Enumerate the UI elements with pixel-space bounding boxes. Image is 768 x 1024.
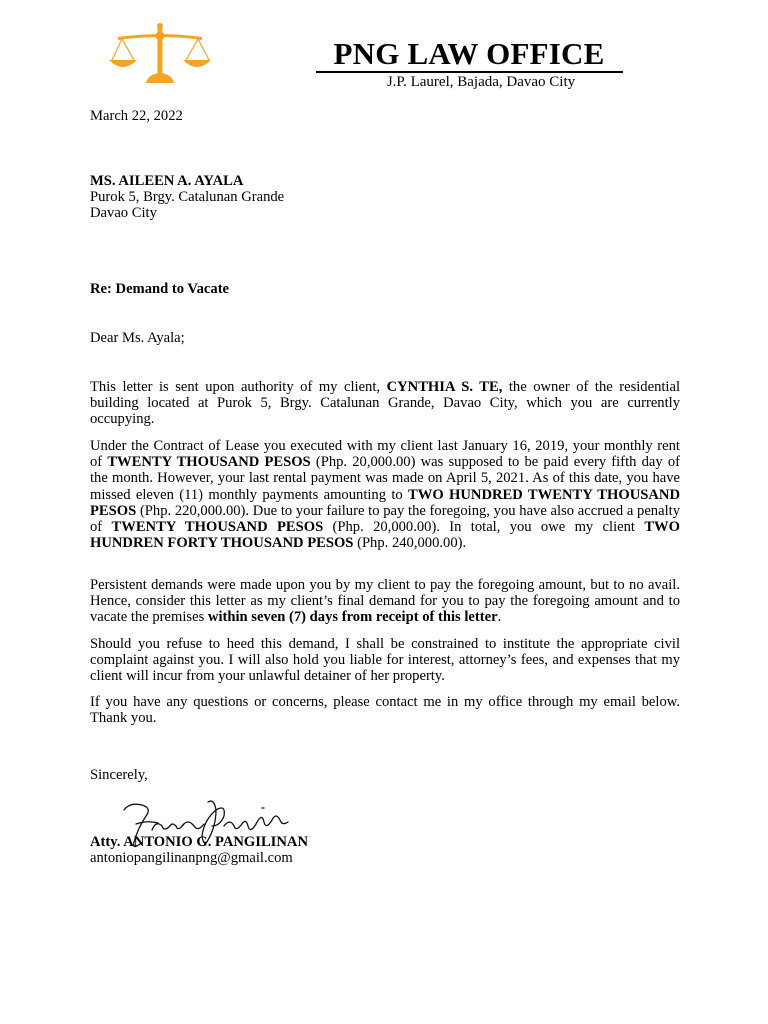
signatory-email: antoniopangilinanpng@gmail.com: [90, 850, 293, 866]
penalty-amount: TWENTY THOUSAND PESOS: [111, 519, 324, 536]
addressee-block: [90, 173, 680, 222]
addressee-address-line-2: Davao City: [90, 205, 157, 222]
text-run: Under the Contract of Lease you executed with my client last January 16, 2019, your monthly rent of: [90, 438, 680, 471]
monthly-rent-amount: TWENTY THOUSAND PESOS: [107, 454, 311, 471]
salutation: Dear Ms. Ayala;: [90, 330, 185, 346]
signatory-name: Atty. ANTONIO G. PANGILINAN: [90, 834, 308, 850]
firm-address: J.P. Laurel, Bajada, Davao City: [386, 74, 576, 90]
client-name: CYNTHIA S. TE,: [386, 379, 503, 395]
closing: Sincerely,: [90, 767, 148, 783]
paragraph-contact: If you have any questions or concerns, please contact me in my office through my email below. Thank you.: [90, 694, 680, 727]
paragraph-authority: [90, 379, 680, 428]
missed-payments-amount: TWO HUNDRED TWENTY THOUSAND PESOS: [90, 486, 680, 519]
firm-name: PNG LAW OFFICE: [333, 36, 605, 71]
scales-of-justice-icon: [108, 22, 212, 84]
paragraph-arrears: [90, 438, 680, 551]
paragraph-final-demand: [90, 577, 680, 626]
text-run: This letter is sent upon authority of my client,: [90, 379, 387, 395]
subject-line: Re: Demand to Vacate: [90, 281, 230, 297]
vacate-deadline: within seven (7) days from receipt of this letter: [207, 609, 498, 626]
text-run: (Php. 220,000.00). Due to your failure to pay the foregoing, you have also accrued a penalty of: [90, 502, 680, 536]
text-run: (Php. 240,000.00).: [353, 535, 467, 552]
paragraph-legal-action: Should you refuse to heed this demand, I shall be constrained to institute the appropriate civil complaint against you. I will also hold you liable for interest, attorney’s fees, and expenses that my client will incur from your unlawful detainer of her property.: [90, 636, 680, 685]
text-run: (Php. 20,000.00). In total, you owe my client: [323, 519, 645, 536]
letterhead-divider: [316, 71, 623, 73]
text-run: (Php. 20,000.00) was supposed to be paid every fifth day of the month. However, your last rental payment was made on April 5, 2021. As of this date, you have missed eleven (11) monthly payments amounting to: [90, 454, 680, 503]
addressee-address-line-1: Purok 5, Brgy. Catalunan Grande: [90, 189, 285, 206]
total-owed-amount: TWO HUNDREN FORTY THOUSAND PESOS: [90, 519, 680, 552]
text-run: the owner of the residential building located at Purok 5, Brgy. Catalunan Grande, Davao City, which you are currently occupying.: [90, 379, 681, 428]
letter-date: March 22, 2022: [90, 108, 183, 124]
text-run: .: [497, 609, 502, 626]
text-run: Persistent demands were made upon you by my client to pay the foregoing amount, but to no avail. Hence, consider this letter as my client’s final demand for you to pay the foregoing amount and to vacate the premises: [90, 577, 680, 626]
addressee-name: MS. AILEEN A. AYALA: [90, 173, 244, 189]
